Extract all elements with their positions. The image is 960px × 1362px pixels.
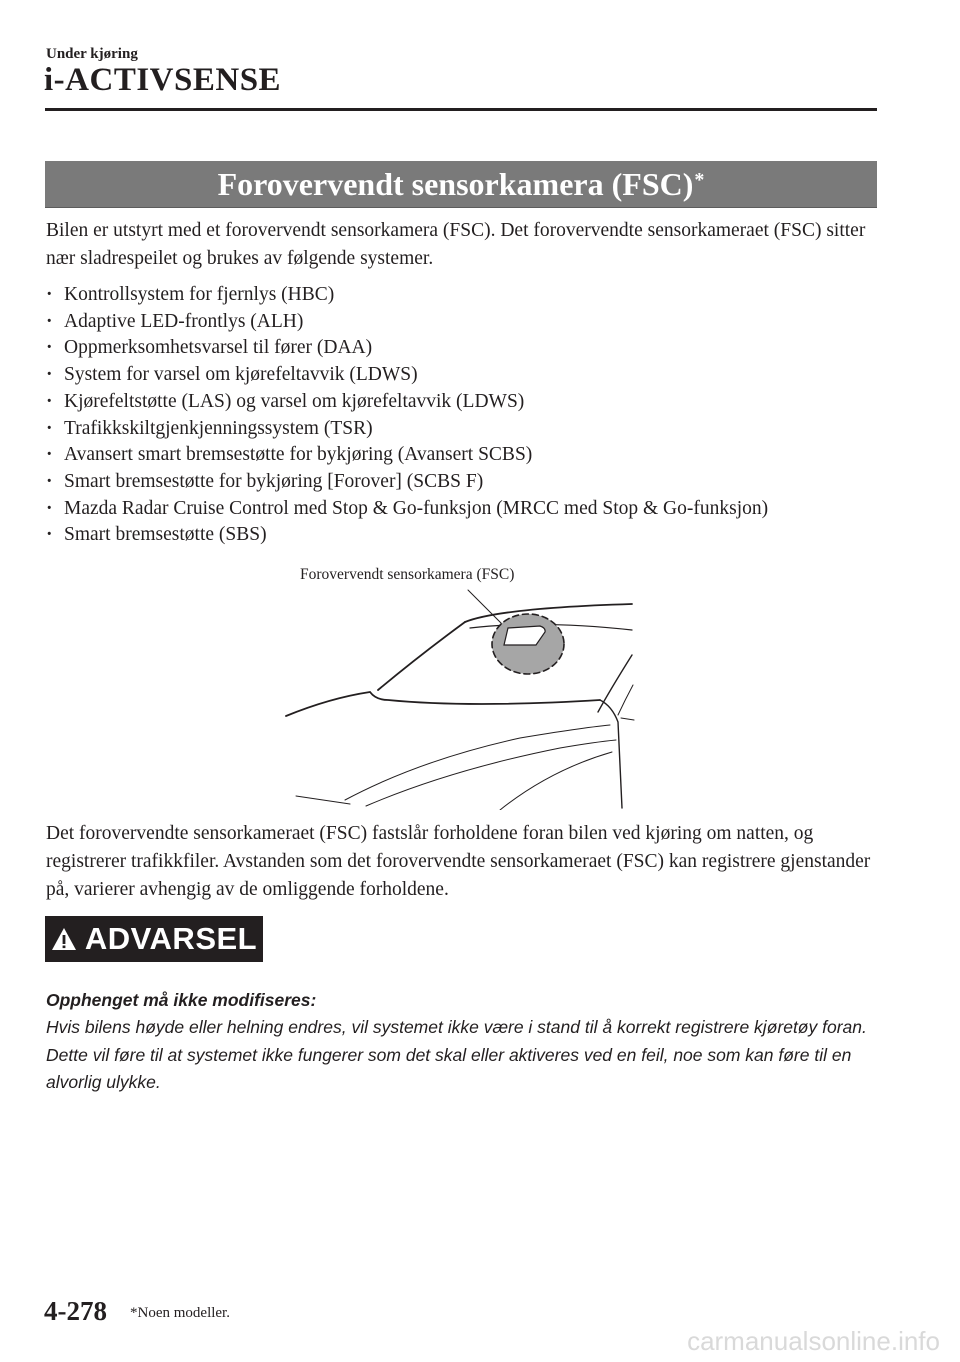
warning-text: Hvis bilens høyde eller helning endres, vil systemet ikke være i stand til å korrekt registrere kjøretøy foran. Dette vil føre til at systemet ikke fungerer som det skal eller aktiveres ved en feil, noe som kan føre til en alvorlig ulykke. (46, 1017, 867, 1092)
chapter-title: i-ACTIVSENSE (44, 62, 282, 98)
bullet-icon: · (46, 337, 53, 359)
feature-item: · Smart bremsestøtte for bykjøring [Forover] (SCBS F) (46, 469, 768, 496)
warning-title: Opphenget må ikke modifiseres: (46, 990, 317, 1010)
bullet-icon: · (46, 444, 53, 466)
feature-item: · Smart bremsestøtte (SBS) (46, 522, 768, 549)
bullet-icon: · (46, 417, 53, 439)
warning-badge (45, 916, 263, 962)
footnote: *Noen modeller. (130, 1305, 230, 1321)
header-rule (45, 108, 877, 111)
section-title: Forovervendt sensorkamera (FSC) (217, 165, 694, 202)
feature-item: · Avansert smart bremsestøtte for bykjøring (Avansert SCBS) (46, 442, 768, 469)
feature-list (46, 282, 768, 549)
page-number: 4-278 (44, 1296, 107, 1326)
intro-paragraph: Bilen er utstyrt med et forovervendt sensorkamera (FSC). Det forovervendte sensorkameraet (FSC) sitter nær sladrespeilet og brukes av følgende systemer. (46, 220, 866, 269)
feature-item: · Kontrollsystem for fjernlys (HBC) (46, 282, 768, 309)
bullet-icon: · (46, 524, 53, 546)
section-label: Under kjøring (46, 46, 138, 62)
bullet-icon: · (46, 310, 53, 332)
feature-item: · Kjørefeltstøtte (LAS) og varsel om kjørefeltavvik (LDWS) (46, 389, 768, 416)
watermark: carmanualsonline.info (687, 1326, 940, 1356)
section-title-banner (45, 161, 877, 208)
bullet-icon: · (46, 364, 53, 386)
body-paragraph: Det forovervendte sensorkameraet (FSC) fastslår forholdene foran bilen ved kjøring om natten, og registrerer trafikkfiler. Avstanden som det forovervendte sensorkameraet (FSC) kan registrere gjenstander på, varierer avhengig av de omliggende forholdene. (46, 823, 871, 900)
feature-item: · Trafikkskiltgjenkjenningssystem (TSR) (46, 416, 768, 443)
bullet-icon: · (46, 390, 53, 412)
windshield-camera-illustration (280, 560, 640, 810)
bullet-icon: · (46, 470, 53, 492)
feature-item: · System for varsel om kjørefeltavvik (LDWS) (46, 362, 768, 389)
warning-icon (51, 927, 77, 951)
bullet-icon: · (46, 497, 53, 519)
warning-label: ADVARSEL (84, 921, 258, 956)
feature-item: · Oppmerksomhetsvarsel til fører (DAA) (46, 335, 768, 362)
bullet-icon: · (46, 284, 53, 305)
feature-item: · Mazda Radar Cruise Control med Stop & Go-funksjon (MRCC med Stop & Go-funksjon) (46, 496, 768, 523)
footnote-marker: * (694, 168, 705, 191)
figure-caption: Forovervendt sensorkamera (FSC) (300, 566, 515, 583)
feature-item: · Adaptive LED-frontlys (ALH) (46, 309, 768, 336)
